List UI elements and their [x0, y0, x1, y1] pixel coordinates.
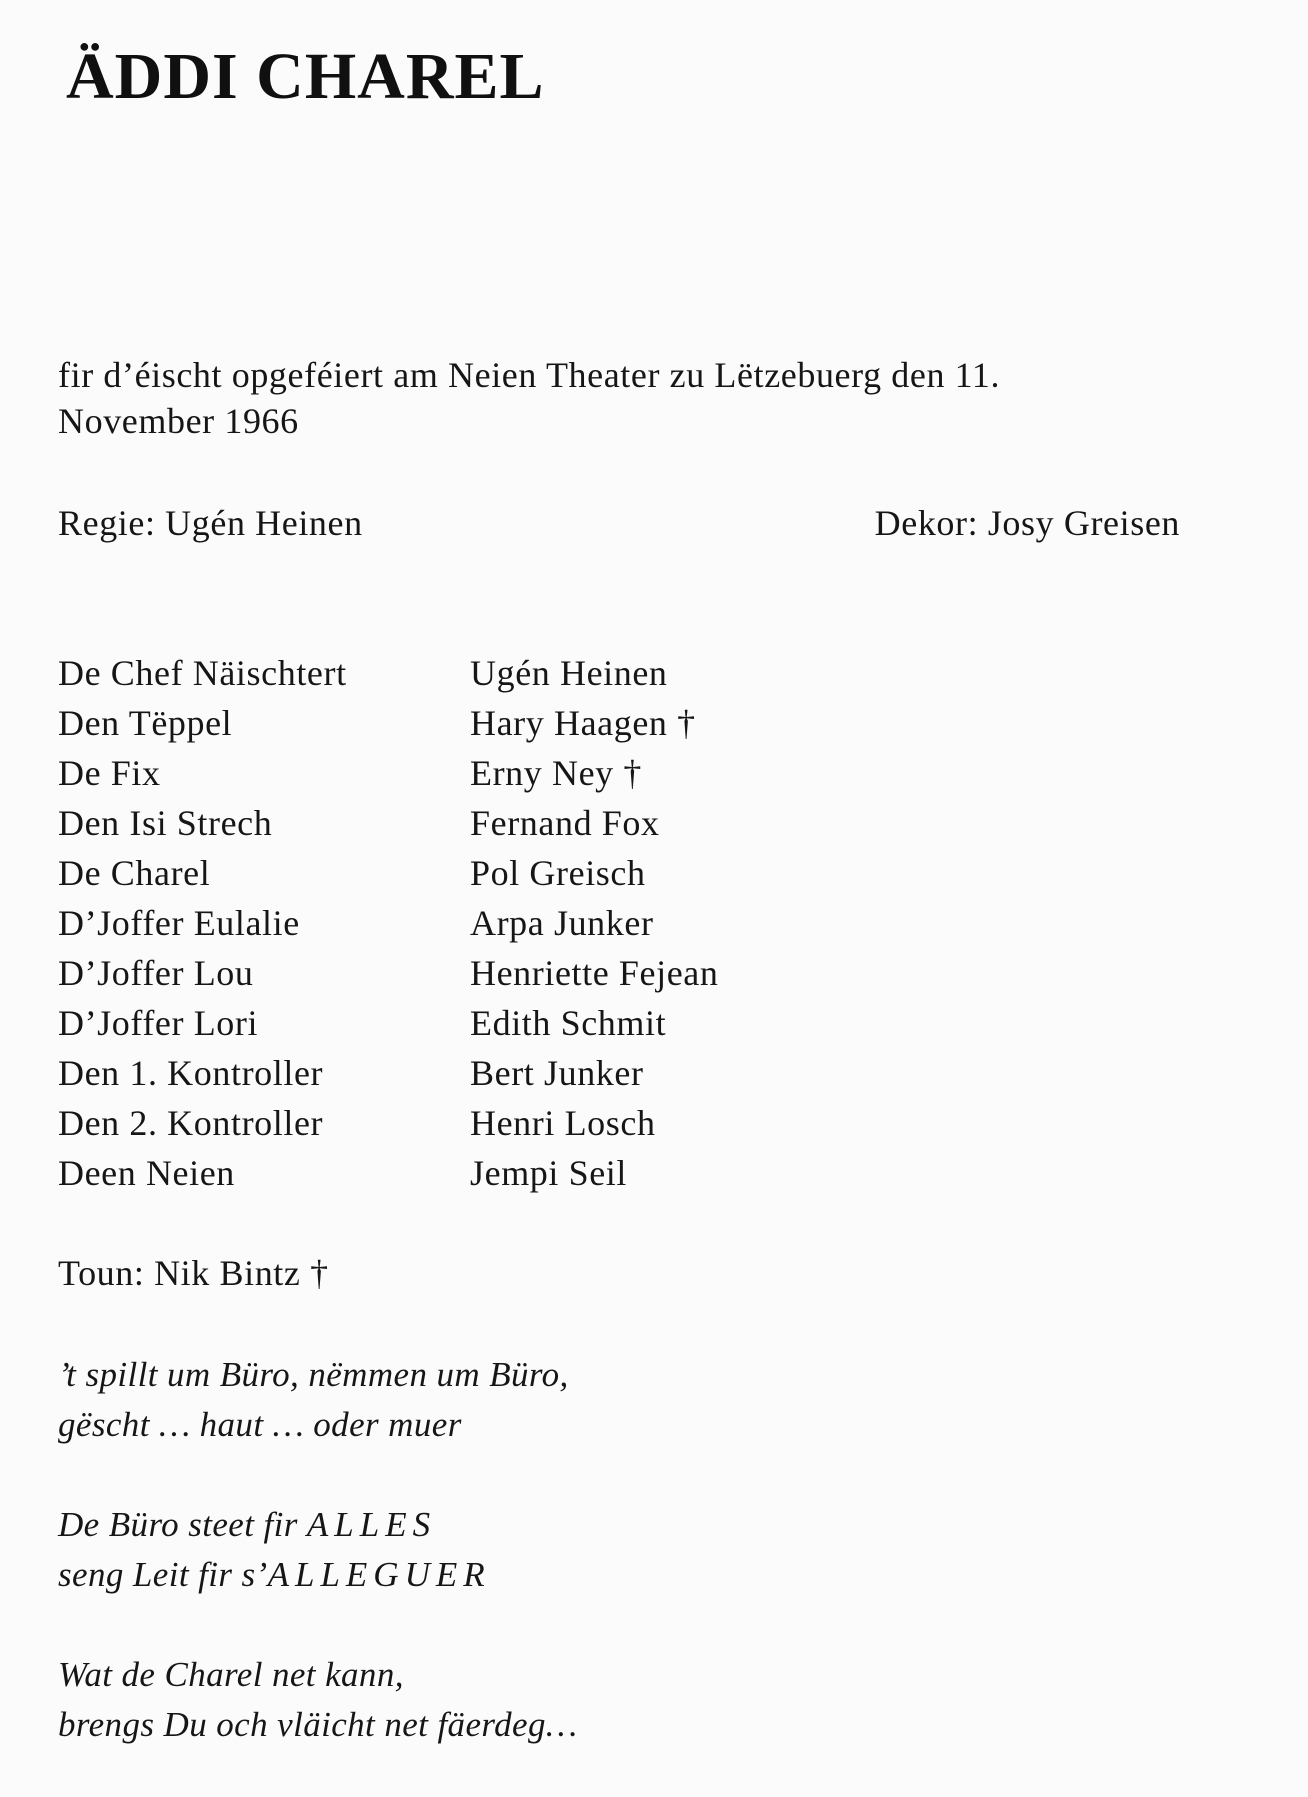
cast-row	[58, 798, 870, 848]
cast-actor: Pol Greisch	[470, 853, 646, 893]
music-credit: Toun: Nik Bintz †	[58, 1253, 329, 1293]
cast-actor: Jempi Seil	[470, 1153, 627, 1193]
cast-role: Den 1. Kontroller	[58, 1053, 324, 1093]
cast-row	[58, 998, 870, 1048]
cast-role: D’Joffer Eulalie	[58, 903, 300, 943]
cast-role: De Chef Näischtert	[58, 653, 347, 693]
cast-actor: Edith Schmit	[470, 1003, 667, 1043]
verse-1-line-1: ’t spillt um Büro, nëmmen um Büro,	[58, 1355, 569, 1394]
verse-2-line-2-text: seng Leit fir s’	[58, 1555, 268, 1594]
verse-2	[58, 1500, 491, 1600]
verse-3-line-1: Wat de Charel net kann,	[58, 1655, 404, 1694]
verse-2-emphasis-1: ALLES	[306, 1505, 437, 1544]
cast-list	[58, 648, 870, 1198]
cast-row	[58, 1098, 870, 1148]
verse-3-line-2: brengs Du och vläicht net fäerdeg…	[58, 1705, 578, 1744]
cast-actor: Henriette Fejean	[470, 953, 719, 993]
cast-role: D’Joffer Lou	[58, 953, 254, 993]
cast-role: Den 2. Kontroller	[58, 1103, 324, 1143]
cast-actor: Fernand Fox	[470, 803, 660, 843]
verse-2-line-2	[58, 1550, 491, 1600]
cast-actor: Bert Junker	[470, 1053, 644, 1093]
premiere-line-1: fir d’éischt opgeféiert am Neien Theater zu Lëtzebuerg den 11.	[58, 355, 1001, 395]
premiere-note	[58, 352, 1198, 444]
play-title: ÄDDI CHAREL	[66, 40, 545, 113]
cast-actor: Erny Ney †	[470, 753, 642, 793]
cast-row	[58, 848, 870, 898]
verse-3	[58, 1650, 577, 1750]
cast-actor: Arpa Junker	[470, 903, 654, 943]
cast-actor: Hary Haagen †	[470, 703, 696, 743]
cast-row	[58, 1148, 870, 1198]
premiere-line-2: November 1966	[58, 401, 299, 441]
cast-row	[58, 698, 870, 748]
cast-actor: Henri Losch	[470, 1103, 656, 1143]
cast-role: De Charel	[58, 853, 211, 893]
verse-2-line-1-text: De Büro steet fir	[58, 1505, 307, 1544]
cast-role: D’Joffer Lori	[58, 1003, 259, 1043]
cast-actor: Ugén Heinen	[470, 653, 668, 693]
verse-1	[58, 1350, 569, 1450]
cast-role: Den Isi Strech	[58, 803, 273, 843]
direction-credit: Regie: Ugén Heinen	[58, 503, 363, 543]
decor-credit: Dekor: Josy Greisen	[874, 503, 1180, 543]
cast-row	[58, 1048, 870, 1098]
cast-row	[58, 948, 870, 998]
cast-row	[58, 748, 870, 798]
cast-role: Deen Neien	[58, 1153, 235, 1193]
verse-2-emphasis-2: ALLEGUER	[267, 1555, 491, 1594]
verse-2-line-1	[58, 1500, 491, 1550]
cast-row	[58, 648, 870, 698]
cast-role: Den Tëppel	[58, 703, 233, 743]
cast-row	[58, 898, 870, 948]
verse-1-line-2: gëscht … haut … oder muer	[58, 1405, 462, 1444]
cast-role: De Fix	[58, 753, 161, 793]
